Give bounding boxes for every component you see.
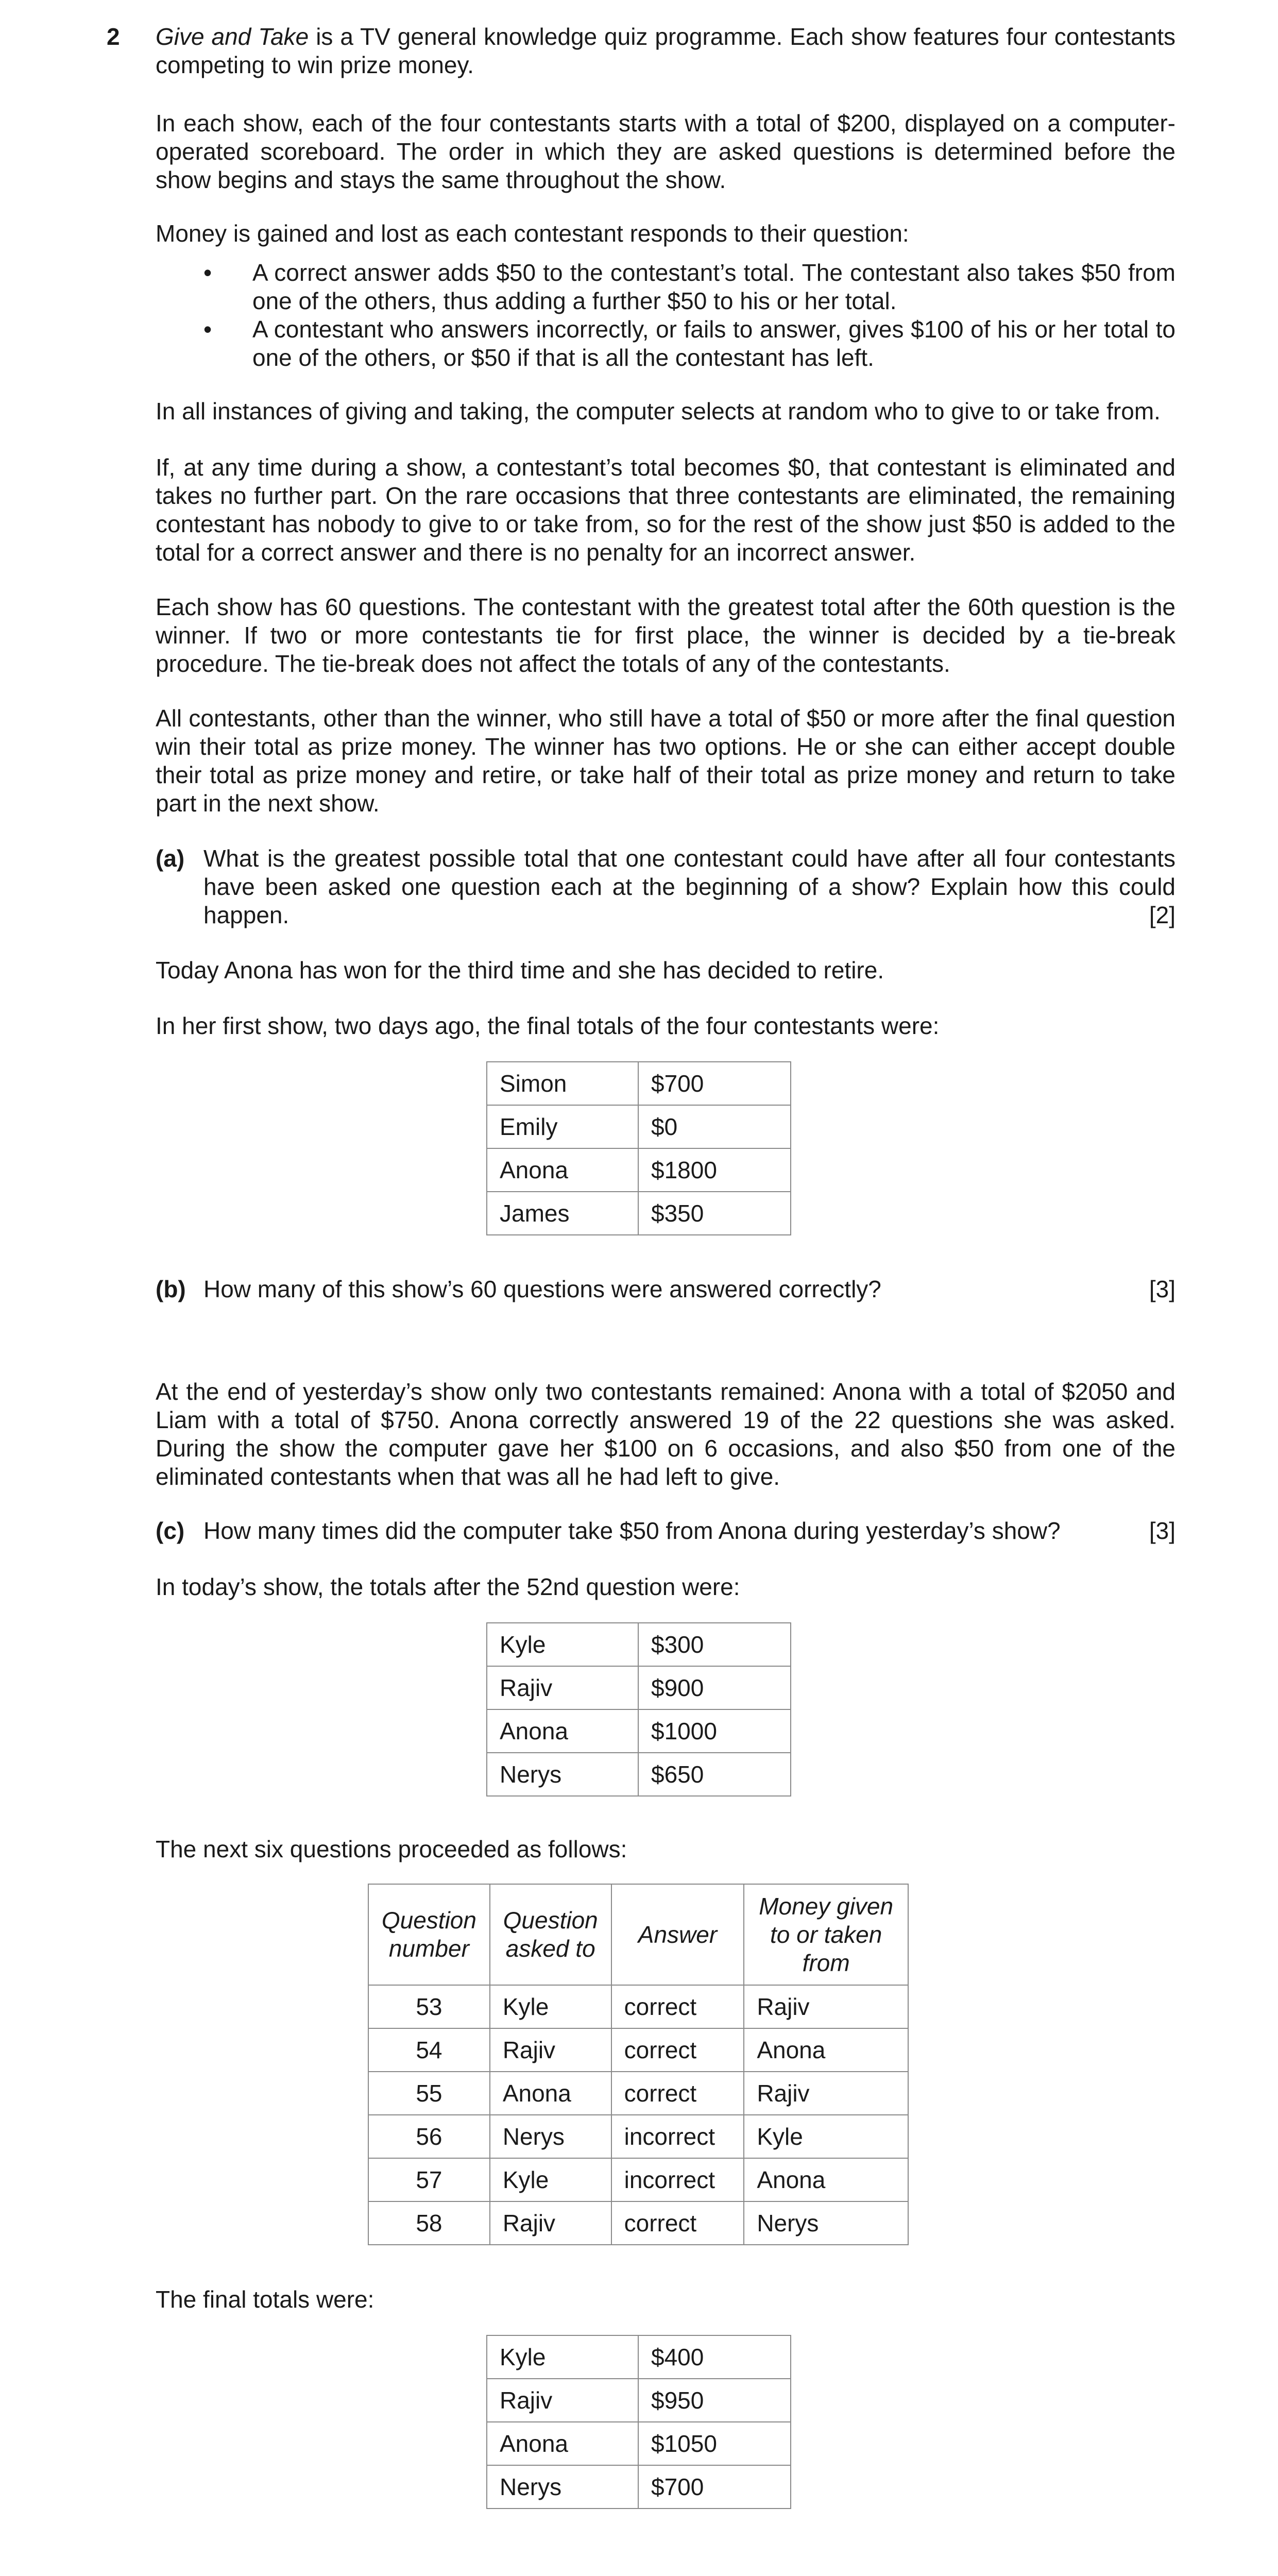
table-row [368, 2028, 908, 2072]
contestant-name: James [487, 1192, 638, 1235]
money-party-cell: Anona [744, 2158, 908, 2201]
intro-paragraph-2: In each show, each of the four contestants starts with a total of $200, displayed on a computer-operated scoreboard. The order in which they are asked questions is determined before the show begins and stays the same throughout the show. [156, 110, 1175, 193]
bullet-symbol: • [203, 316, 212, 343]
contestant-total: $1050 [638, 2422, 791, 2465]
part-label: (b) [156, 1276, 186, 1302]
paragraph-yesterday: At the end of yesterday’s show only two contestants remained: Anona with a total of $2050 and Liam with a total of $750. Anona correctly answered 19 of the 22 questions she was asked. During the show the computer gave her $100 on 6 occasions, and also $50 from one of the eliminated contestants when that was all he had left to give. [156, 1378, 1175, 1490]
show-title: Give and Take [156, 23, 309, 50]
table-row [368, 2072, 908, 2115]
contestant-name: Anona [487, 1148, 638, 1192]
final-totals-table [486, 2335, 791, 2509]
rules-bullet-text: A correct answer adds $50 to the contestant’s total. The contestant also takes $50 from one of the others, thus adding a further $50 to his or her total. [252, 259, 1175, 314]
column-header: Answer [611, 1884, 744, 1985]
money-party-cell: Rajiv [744, 2072, 908, 2115]
intro-paragraph-5: If, at any time during a show, a contestant’s total becomes $0, that contestant is eliminated and takes no further part. On the rare occasions that three contestants are eliminated, the remaining contestant has nobody to give to or take from, so for the rest of the show just $50 is added to the total for a correct answer and there is no penalty for an incorrect answer. [156, 454, 1175, 566]
part-b [156, 1275, 1175, 1303]
column-header: Question asked to [490, 1884, 611, 1985]
contestant-total: $950 [638, 2379, 791, 2422]
table-row [487, 2465, 791, 2509]
part-a [156, 844, 1175, 929]
money-party-cell: Anona [744, 2028, 908, 2072]
rules-bullet-list [156, 259, 1175, 372]
answer-cell: correct [611, 2201, 744, 2245]
table-header-row [368, 1884, 908, 1985]
column-header: Money given to or taken from [744, 1884, 908, 1985]
intro-paragraph-7: All contestants, other than the winner, who still have a total of $50 or more after the final question win their total as prize money. The winner has two options. He or she can either accept double their total as prize money and retire, or take half of their total as prize money and return to take part in the next show. [156, 705, 1175, 817]
contestant-total: $350 [638, 1192, 791, 1235]
table-row [368, 2158, 908, 2201]
table-row [487, 1753, 791, 1796]
contestant-total: $300 [638, 1623, 791, 1666]
asked-to-cell: Nerys [490, 2115, 611, 2158]
table-row [487, 1666, 791, 1709]
part-b-question: How many of this show’s 60 questions were answered correctly? [203, 1276, 881, 1302]
contestant-total: $400 [638, 2335, 791, 2379]
question-number-cell: 57 [368, 2158, 490, 2201]
contestant-name: Nerys [487, 2465, 638, 2509]
asked-to-cell: Rajiv [490, 2028, 611, 2072]
table-row [487, 1192, 791, 1235]
marks: [3] [1149, 1276, 1175, 1302]
money-party-cell: Kyle [744, 2115, 908, 2158]
asked-to-cell: Rajiv [490, 2201, 611, 2245]
after-52-totals-table [486, 1622, 791, 1797]
asked-to-cell: Kyle [490, 1985, 611, 2028]
asked-to-cell: Kyle [490, 2158, 611, 2201]
rules-bullet-item [156, 315, 1175, 372]
rules-bullet-item [156, 259, 1175, 315]
table-row [368, 2115, 908, 2158]
paragraph-final-totals: The final totals were: [156, 2286, 374, 2313]
part-label: (a) [156, 845, 185, 872]
intro-paragraph-1 [156, 23, 1175, 79]
paragraph-first-show: In her first show, two days ago, the final totals of the four contestants were: [156, 1012, 940, 1039]
bullet-symbol: • [203, 259, 212, 286]
answer-cell: correct [611, 1985, 744, 2028]
table-row [487, 2335, 791, 2379]
contestant-total: $0 [638, 1105, 791, 1148]
question-number-cell: 55 [368, 2072, 490, 2115]
part-label: (c) [156, 1517, 185, 1544]
table-row [487, 2379, 791, 2422]
contestant-name: Rajiv [487, 1666, 638, 1709]
money-party-cell: Rajiv [744, 1985, 908, 2028]
question-number-cell: 53 [368, 1985, 490, 2028]
table-row [487, 1623, 791, 1666]
marks: [2] [1149, 902, 1175, 928]
marks: [3] [1149, 1517, 1175, 1544]
contestant-total: $650 [638, 1753, 791, 1796]
contestant-name: Nerys [487, 1753, 638, 1796]
contestant-total: $1000 [638, 1709, 791, 1753]
answer-cell: correct [611, 2028, 744, 2072]
question-number: 2 [107, 23, 120, 50]
questions-53-58-table [368, 1884, 909, 2245]
intro-text-1: is a TV general knowledge quiz programme. Each show features four contestants competing to win prize money. [156, 23, 1176, 78]
table-row [487, 2422, 791, 2465]
question-number-cell: 56 [368, 2115, 490, 2158]
intro-paragraph-3: Money is gained and lost as each contestant responds to their question: [156, 220, 909, 247]
paragraph-next-six: The next six questions proceeded as follows: [156, 1836, 627, 1862]
contestant-total: $700 [638, 2465, 791, 2509]
intro-paragraph-6: Each show has 60 questions. The contestant with the greatest total after the 60th question is the winner. If two or more contestants tie for first place, the winner is decided by a tie-break procedure. The tie-break does not affect the totals of any of the contestants. [156, 594, 1175, 677]
contestant-total: $1800 [638, 1148, 791, 1192]
contestant-name: Anona [487, 1709, 638, 1753]
answer-cell: incorrect [611, 2158, 744, 2201]
question-number-cell: 58 [368, 2201, 490, 2245]
answer-cell: incorrect [611, 2115, 744, 2158]
contestant-total: $900 [638, 1666, 791, 1709]
paragraph-today: Today Anona has won for the third time and she has decided to retire. [156, 957, 884, 984]
table-row [487, 1709, 791, 1753]
table-row [368, 1985, 908, 2028]
first-show-totals-table [486, 1061, 791, 1235]
part-c-question: How many times did the computer take $50 from Anona during yesterday’s show? [203, 1517, 1061, 1544]
column-header: Question number [368, 1884, 490, 1985]
contestant-name: Rajiv [487, 2379, 638, 2422]
paragraph-after-52: In today’s show, the totals after the 52nd question were: [156, 1573, 740, 1600]
rules-bullet-text: A contestant who answers incorrectly, or fails to answer, gives $100 of his or her total to one of the others, or $50 if that is all the contestant has left. [252, 316, 1175, 371]
intro-paragraph-4: In all instances of giving and taking, the computer selects at random who to give to or take from. [156, 398, 1161, 425]
answer-cell: correct [611, 2072, 744, 2115]
contestant-name: Anona [487, 2422, 638, 2465]
contestant-name: Kyle [487, 1623, 638, 1666]
money-party-cell: Nerys [744, 2201, 908, 2245]
contestant-name: Kyle [487, 2335, 638, 2379]
table-row [487, 1062, 791, 1105]
part-a-question: What is the greatest possible total that one contestant could have after all four contestants have been asked one question each at the beginning of a show? Explain how this could happen. [203, 845, 1175, 928]
asked-to-cell: Anona [490, 2072, 611, 2115]
part-c [156, 1517, 1175, 1545]
table-row [368, 2201, 908, 2245]
contestant-name: Emily [487, 1105, 638, 1148]
contestant-total: $700 [638, 1062, 791, 1105]
table-row [487, 1148, 791, 1192]
contestant-name: Simon [487, 1062, 638, 1105]
question-number-cell: 54 [368, 2028, 490, 2072]
table-row [487, 1105, 791, 1148]
